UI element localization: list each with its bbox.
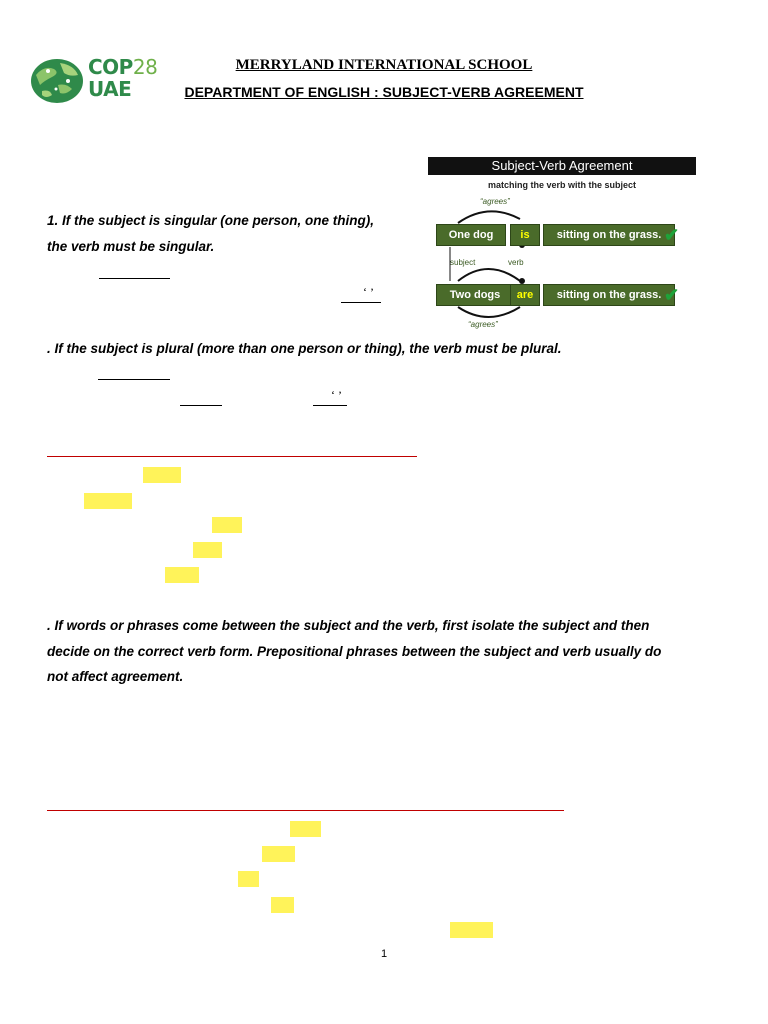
quote-marks: ‘ ’ — [331, 388, 342, 402]
agrees-label-bottom: “agrees” — [468, 320, 498, 329]
highlight-blank — [193, 542, 222, 558]
quote-marks: ‘ ’ — [363, 285, 374, 299]
logo-number: 28 — [132, 55, 158, 79]
highlight-blank — [212, 517, 242, 533]
rule-1 — [47, 208, 374, 259]
department-title: DEPARTMENT OF ENGLISH : SUBJECT-VERB AGREEMENT — [184, 84, 584, 100]
checkmark-icon: ✔ — [664, 225, 680, 245]
rule-1-line-1: 1. If the subject is singular (one person, one thing), — [47, 213, 375, 228]
agrees-label-top: “agrees” — [480, 197, 510, 206]
row1-subject-box: One dog — [436, 224, 506, 246]
agreement-arrows — [428, 157, 696, 337]
rule-3-line-3: not affect agreement. — [47, 669, 184, 684]
row1-rest-box: sitting on the grass. — [543, 224, 675, 246]
blank-line — [313, 405, 347, 406]
subject-label: subject — [450, 258, 476, 267]
rule-1-line-2: the verb must be singular. — [47, 238, 215, 254]
red-divider — [47, 810, 564, 811]
rule-2: . If the subject is plural (more than one person or thing), the verb must be plural. — [47, 341, 562, 356]
highlight-blank — [84, 493, 132, 509]
checkmark-icon: ✔ — [664, 285, 680, 305]
subject-verb-infographic — [428, 157, 696, 337]
blank-line — [99, 278, 170, 279]
page-number: 1 — [380, 948, 388, 960]
red-divider — [47, 456, 417, 457]
row2-subject-box: Two dogs — [436, 284, 514, 306]
highlight-blank — [262, 846, 295, 862]
verb-label: verb — [508, 258, 524, 267]
rule-3-line-2: decide on the correct verb form. Prepositional phrases between the subject and verb usually do — [47, 643, 662, 659]
infographic-subtitle: matching the verb with the subject — [487, 180, 637, 190]
logo-cop: COP — [88, 55, 133, 79]
infographic-title: Subject-Verb Agreement — [428, 157, 696, 175]
logo-uae: UAE — [88, 77, 132, 101]
highlight-blank — [238, 871, 259, 887]
rule-3 — [47, 613, 661, 690]
rule-3-line-1: . If words or phrases come between the subject and the verb, first isolate the subject and then — [47, 618, 650, 633]
highlight-blank — [450, 922, 493, 938]
highlight-blank — [143, 467, 181, 483]
row1-verb-box: is — [510, 224, 540, 246]
school-name: MERRYLAND INTERNATIONAL SCHOOL — [235, 57, 533, 73]
blank-line — [341, 302, 381, 303]
blank-line — [98, 379, 170, 380]
highlight-blank — [290, 821, 321, 837]
row2-rest-box: sitting on the grass. — [543, 284, 675, 306]
highlight-blank — [271, 897, 294, 913]
row2-verb-box: are — [510, 284, 540, 306]
blank-line — [180, 405, 222, 406]
highlight-blank — [165, 567, 199, 583]
